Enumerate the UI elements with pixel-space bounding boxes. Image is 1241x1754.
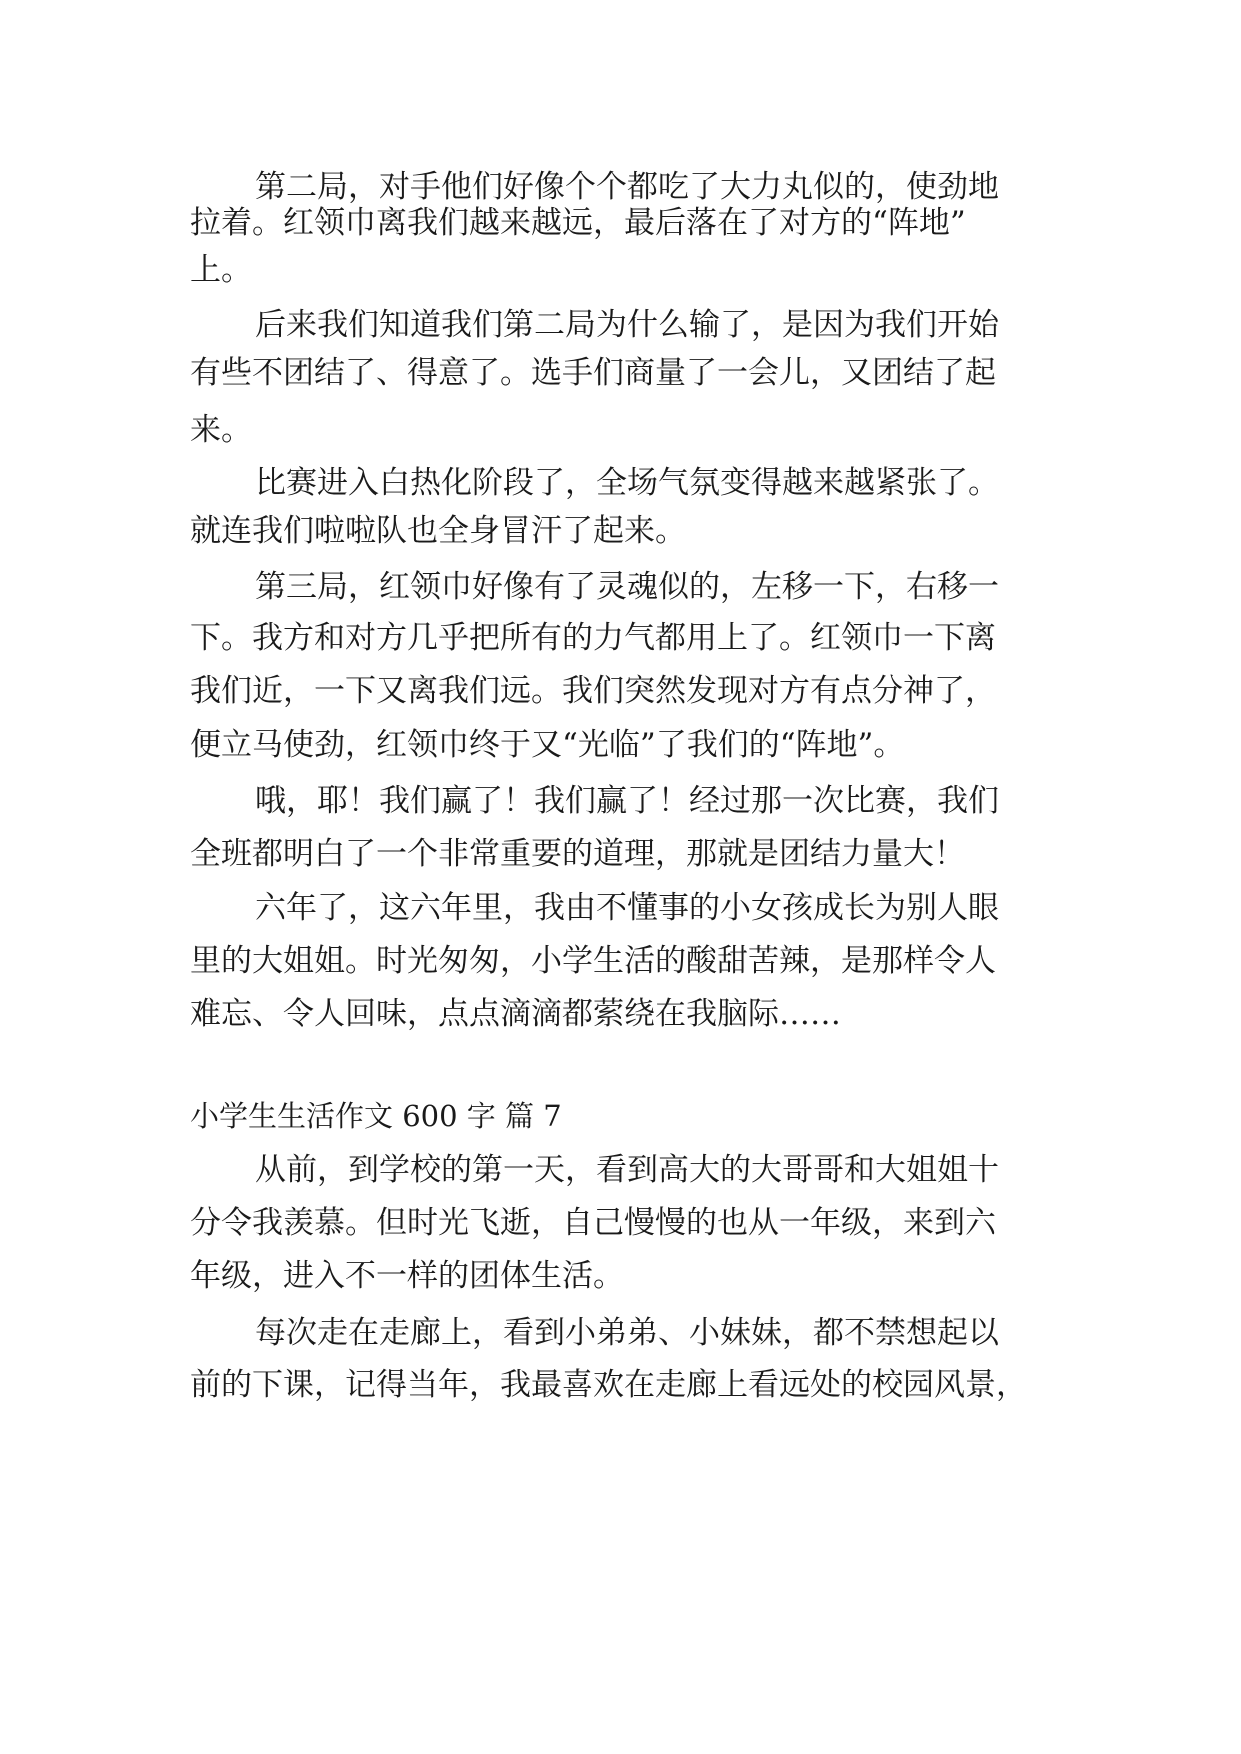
paragraph-line: 下。我方和对方几乎把所有的力气都用上了。红领巾一下离 xyxy=(190,620,996,656)
paragraph-line: 上。 xyxy=(190,252,252,288)
paragraph-line: 难忘、令人回味，点点滴滴都萦绕在我脑际…… xyxy=(190,996,841,1032)
paragraph-line: 里的大姐姐。时光匆匆，小学生活的酸甜苦辣，是那样令人 xyxy=(190,943,996,979)
paragraph-line: 比赛进入白热化阶段了，全场气氛变得越来越紧张了。 xyxy=(255,465,999,501)
paragraph-line: 就连我们啦啦队也全身冒汗了起来。 xyxy=(190,513,686,549)
paragraph-line: 拉着。红领巾离我们越来越远，最后落在了对方的“阵地” xyxy=(190,205,966,241)
paragraph-line: 便立马使劲，红领巾终于又“光临”了我们的“阵地”。 xyxy=(190,727,905,763)
paragraph-line: 来。 xyxy=(190,412,252,448)
paragraph-line: 后来我们知道我们第二局为什么输了，是因为我们开始 xyxy=(255,307,999,343)
paragraph-line: 全班都明白了一个非常重要的道理，那就是团结力量大！ xyxy=(190,836,965,872)
paragraph-line: 第三局，红领巾好像有了灵魂似的，左移一下，右移一 xyxy=(255,569,999,605)
paragraph-line: 每次走在走廊上，看到小弟弟、小妹妹，都不禁想起以 xyxy=(255,1315,999,1351)
section-heading: 小学生生活作文 600 字 篇 7 xyxy=(190,1099,562,1133)
paragraph-line: 六年了，这六年里，我由不懂事的小女孩成长为别人眼 xyxy=(255,890,999,926)
paragraph-line: 有些不团结了、得意了。选手们商量了一会儿，又团结了起 xyxy=(190,355,996,391)
paragraph-line: 从前，到学校的第一天，看到高大的大哥哥和大姐姐十 xyxy=(255,1152,999,1188)
paragraph-line: 第二局，对手他们好像个个都吃了大力丸似的，使劲地 xyxy=(255,169,999,205)
paragraph-line: 我们近，一下又离我们远。我们突然发现对方有点分神了， xyxy=(190,673,996,709)
paragraph-line: 年级，进入不一样的团体生活。 xyxy=(190,1258,624,1294)
paragraph-line: 分令我羡慕。但时光飞逝，自己慢慢的也从一年级，来到六 xyxy=(190,1205,996,1241)
paragraph-line: 前的下课，记得当年，我最喜欢在走廊上看远处的校园风景， xyxy=(190,1367,1027,1403)
paragraph-line: 哦，耶！我们赢了！我们赢了！经过那一次比赛，我们 xyxy=(255,783,999,819)
